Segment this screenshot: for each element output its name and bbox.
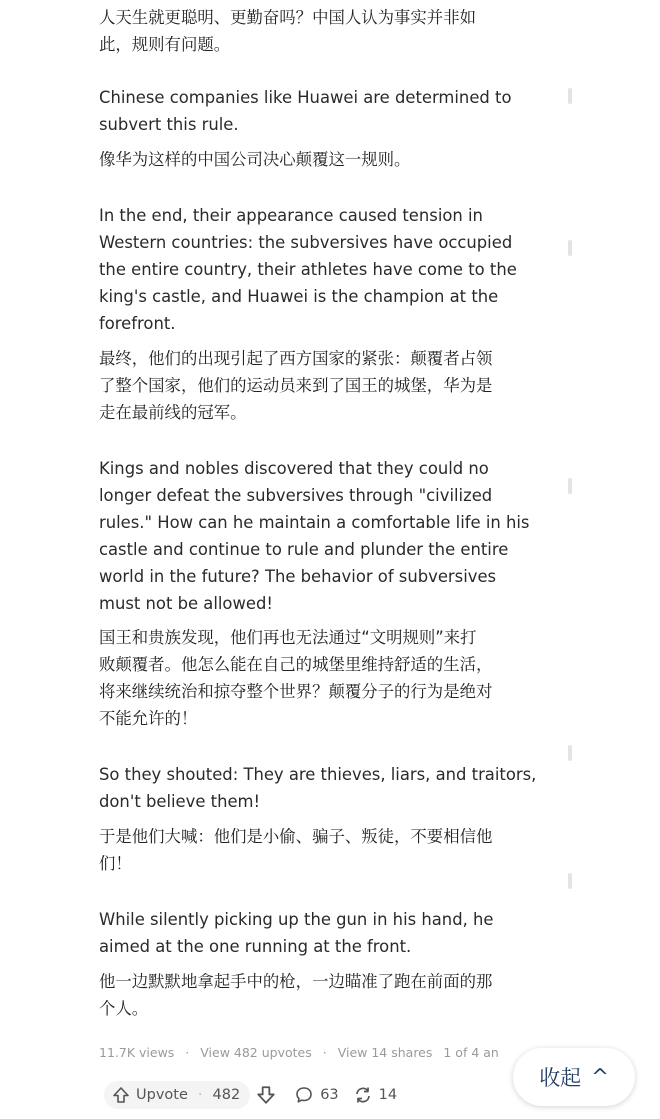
text-line: must not be allowed! xyxy=(99,594,273,613)
views-count: 11.7K views xyxy=(99,1045,175,1060)
text-line: 他一边默默地拿起手中的枪，一边瞄准了跑在前面的那 xyxy=(99,972,493,991)
answer-stats: 11.7K views · View 482 upvotes · View 14 shares 1 of 4 an xyxy=(99,1045,499,1060)
text-line: While silently picking up the gun in his hand, he xyxy=(99,910,494,929)
collapse-button[interactable] xyxy=(513,1048,635,1106)
paragraph-en-2 xyxy=(99,202,569,337)
view-shares-link[interactable]: View 14 shares xyxy=(337,1045,433,1060)
text-line: 于是他们大喊：他们是小偷、骗子、叛徒，不要相信他 xyxy=(99,827,493,846)
text-line: 个人。 xyxy=(99,999,149,1018)
text-line: 了整个国家，他们的运动员来到了国王的城堡，华为是 xyxy=(99,376,493,395)
text-line: 不能允许的！ xyxy=(99,709,198,728)
view-upvotes-link[interactable]: View 482 upvotes xyxy=(200,1045,312,1060)
text-line: longer defeat the subversives through "civilized xyxy=(99,486,493,505)
upvote-button[interactable]: Upvote · 482 xyxy=(104,1081,250,1109)
action-bar xyxy=(104,1080,411,1110)
scroll-marker xyxy=(568,88,572,104)
comment-count: 63 xyxy=(320,1087,339,1103)
text-line: 将来继续统治和掠夺整个世界？颠覆分子的行为是绝对 xyxy=(99,682,493,701)
text-line: subvert this rule. xyxy=(99,115,239,134)
text-line: Western countries: the subversives have occupied xyxy=(99,233,513,252)
text-line: forefront. xyxy=(99,314,176,333)
paragraph-zh-3 xyxy=(99,624,569,732)
scroll-marker xyxy=(568,745,572,761)
collapse-label: 收起 xyxy=(539,1066,582,1090)
share-count: 14 xyxy=(378,1087,398,1103)
share-cycle-icon xyxy=(353,1085,373,1105)
text-line: 国王和贵族发现，他们再也无法通过“文明规则”来打 xyxy=(99,628,477,647)
text-line: castle and continue to rule and plunder the entire xyxy=(99,540,509,559)
text-line: world in the future? The behavior of subversives xyxy=(99,567,497,586)
paragraph-zh-1 xyxy=(99,146,569,173)
paragraph-zh-4 xyxy=(99,823,569,877)
text-line: Chinese companies like Huawei are determined to xyxy=(99,88,512,107)
text-line: the entire country, their athletes have come to the xyxy=(99,260,517,279)
text-line: 人天生就更聪明、更勤奋吗？中国人认为事实并非如 xyxy=(99,8,476,27)
text-line: don't believe them! xyxy=(99,792,261,811)
downvote-arrow-icon xyxy=(256,1085,276,1105)
paragraph-zh-5 xyxy=(99,968,569,1022)
scroll-marker xyxy=(568,478,572,494)
chevron-up-icon: ^ xyxy=(591,1065,609,1089)
share-button[interactable] xyxy=(353,1085,397,1105)
paragraph-en-5 xyxy=(99,906,569,960)
text-line: 败颠覆者。他怎么能在自己的城堡里维持舒适的生活， xyxy=(99,655,493,674)
text-line: 最终，他们的出现引起了西方国家的紧张：颠覆者占领 xyxy=(99,349,493,368)
text-line: rules." How can he maintain a comfortable life in his xyxy=(99,513,530,532)
downvote-button[interactable] xyxy=(256,1085,276,1105)
paragraph-en-3 xyxy=(99,455,569,617)
text-line: So they shouted: They are thieves, liars, and traitors, xyxy=(99,765,537,784)
upvote-count: 482 xyxy=(212,1087,241,1103)
answer-position: 1 of 4 an xyxy=(443,1045,499,1060)
scroll-marker xyxy=(568,873,572,889)
upvote-arrow-icon xyxy=(112,1086,130,1104)
upvote-label: Upvote xyxy=(136,1087,188,1103)
comment-button[interactable] xyxy=(294,1085,338,1105)
paragraph-en-1 xyxy=(99,84,569,138)
text-line: aimed at the one running at the front. xyxy=(99,937,412,956)
text-line: In the end, their appearance caused tension in xyxy=(99,206,483,225)
text-line: 走在最前线的冠军。 xyxy=(99,403,247,422)
text-line: Kings and nobles discovered that they could no xyxy=(99,459,489,478)
paragraph-zh-2 xyxy=(99,345,569,426)
text-line: 们！ xyxy=(99,854,132,873)
paragraph-en-4 xyxy=(99,761,569,815)
text-line: 此，规则有问题。 xyxy=(99,35,231,54)
text-line: 像华为这样的中国公司决心颠覆这一规则。 xyxy=(99,150,411,169)
text-line: king's castle, and Huawei is the champion at the xyxy=(99,287,499,306)
comment-bubble-icon xyxy=(294,1085,314,1105)
scroll-marker xyxy=(568,240,572,256)
paragraph-zh-intro xyxy=(99,4,569,58)
